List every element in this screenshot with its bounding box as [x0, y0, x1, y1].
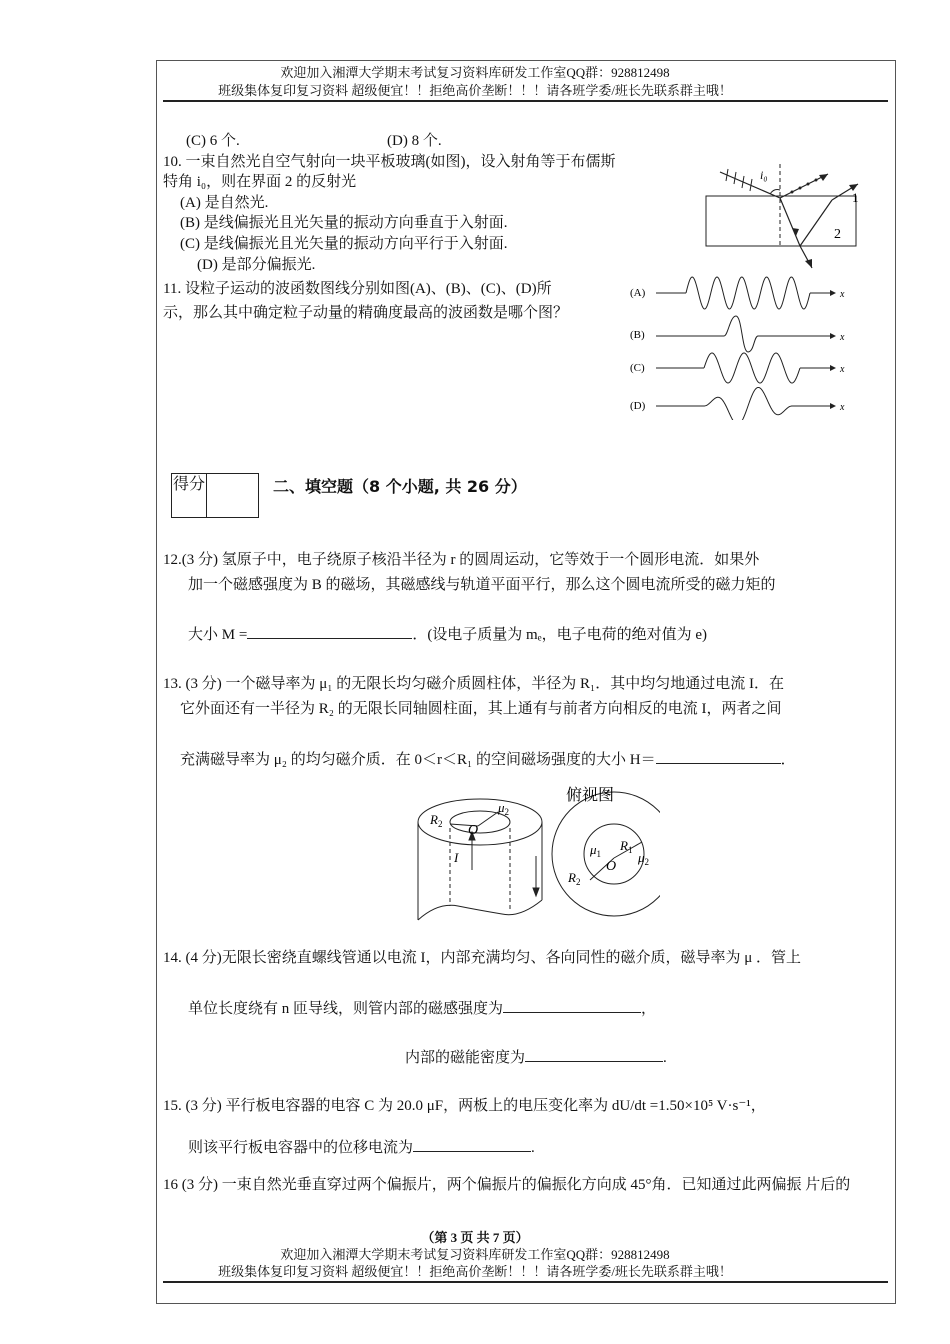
label-1: 1: [852, 190, 859, 205]
angle-arc: [770, 190, 780, 195]
wave-b-x-label: x: [840, 332, 845, 343]
q14-line-2-pre: 单位长度绕有 n 匝导线，则管内部的磁感强度为: [188, 1001, 504, 1017]
q13-line-3-pre: 充满磁导率为 μ₂ 的均匀磁介质．在 0＜r＜R₁ 的空间磁场强度的大小 H＝: [180, 752, 656, 768]
q10-line-2: 特角 i₀，则在界面 2 的反射光: [163, 174, 357, 190]
wave-d-label: (D): [630, 400, 646, 412]
q12-line-3-post: ．(设电子质量为 mₑ，电子电荷的绝对值为 e): [412, 627, 707, 643]
q10-option-a: (A) 是自然光.: [180, 195, 269, 211]
q15-line-1: 15. (3 分) 平行板电容器的电容 C 为 20.0 μF，两板上的电压变化率为 dU/dt =1.50×10⁵ V·s⁻¹，: [163, 1098, 766, 1114]
tv-mu1-label: $\mu_1$: [590, 842, 602, 859]
q10-line-1: 10. 一束自然光自空气射向一块平板玻璃(如图)，设入射角等于布儒斯: [163, 154, 616, 170]
tv-o-label: O: [606, 859, 617, 874]
cyl-o-label: O: [468, 823, 479, 838]
q13-answer-blank[interactable]: [656, 749, 781, 764]
q12-line-1: 12.(3 分) 氢原子中，电子绕原子核沿半径为 r 的圆周运动，它等效于一个圆形电流．如果外: [163, 552, 760, 568]
incident-ray: [720, 172, 780, 198]
q14-answer-blank-2[interactable]: [525, 1047, 663, 1062]
q10-option-d: (D) 是部分偏振光.: [197, 257, 316, 273]
q14-answer-blank-1[interactable]: [503, 998, 641, 1013]
wave-c: [630, 353, 845, 383]
q13-line-3-post: ．: [780, 752, 796, 768]
tv-r1-label: $R_1$: [620, 838, 633, 855]
reflected-ray-interface-2: [800, 200, 832, 246]
q16-line-1: 16 (3 分) 一束自然光垂直穿过两个偏振片，两个偏振片的偏振化方向成 45°角．已知通过此两偏振 片后的: [163, 1177, 851, 1193]
wave-b: [630, 316, 845, 352]
q11-line-2: 示，那么其中确定粒子动量的精确度最高的波函数是哪个图？: [163, 305, 569, 321]
cyl-current-label: I: [454, 850, 459, 865]
q15-line-2: [188, 1137, 535, 1158]
footer-line-2: 班级集体复印复习资料 超级便宜！！拒绝高价垄断！！！请各班学委/班长先联系群主哦！: [218, 1264, 732, 1279]
refracted-ray: [780, 198, 800, 246]
wave-b-label: (B): [630, 329, 645, 341]
arrow-head-icon: [805, 259, 812, 268]
q14-line-3: [405, 1047, 667, 1068]
header-line-2: 班级集体复印复习资料 超级便宜！！拒绝高价垄断！！！请各班学委/班长先联系群主哦！: [218, 83, 732, 98]
q15-answer-blank[interactable]: [413, 1137, 531, 1152]
arrow-head-icon: [830, 333, 836, 339]
q12-line-2: 加一个磁感强度为 B 的磁场，其磁感线与轨道平面平行，那么这个圆电流所受的磁力矩的: [188, 577, 776, 593]
q15-line-2-pre: 则该平行板电容器中的位移电流为: [188, 1140, 414, 1156]
header-rule: [163, 100, 888, 102]
page-number: （第 3 页 共 7 页）: [421, 1230, 529, 1245]
wave-a-x-label: x: [840, 289, 845, 300]
q14-line-3-pre: 内部的磁能密度为: [405, 1050, 526, 1066]
score-label: 得分: [172, 474, 207, 517]
q13-line-3: [180, 749, 796, 770]
wave-c-label: (C): [630, 362, 645, 374]
wave-d-x-label: x: [840, 402, 845, 413]
section-2-title: 二、填空题（8 个小题, 共 26 分）: [273, 477, 527, 496]
footer-line-1: 欢迎加入湘潭大学期末考试复习资料库研发工作室QQ群：928812498: [280, 1247, 670, 1262]
angle-label: i₀: [760, 168, 768, 182]
arrow-head-icon: [830, 290, 836, 296]
q9-option-c: (C) 6 个.: [186, 133, 240, 149]
q14-line-2: [188, 998, 656, 1019]
q13-line-1: 13. (3 分) 一个磁导率为 μ₁ 的无限长均匀磁介质圆柱体，半径为 R₁．其中均匀地通过电流 I．在: [163, 676, 784, 692]
tv-r2-label: $R_2$: [568, 870, 581, 887]
q11-line-1: 11. 设粒子运动的波函数图线分别如图(A)、(B)、(C)、(D)所: [163, 281, 552, 297]
q10-glass-plate-figure: [700, 160, 880, 275]
q12-line-3-pre: 大小 M =: [188, 627, 248, 643]
q12-answer-blank[interactable]: [247, 624, 412, 639]
q13-coaxial-figure: [410, 778, 660, 928]
q10-option-b: (B) 是线偏振光且光矢量的振动方向垂直于入射面.: [180, 215, 508, 231]
cyl-mu2-label: $\mu_2$: [498, 800, 510, 817]
q13-line-2: 它外面还有一半径为 R₂ 的无限长同轴圆柱面，其上通有与前者方向相反的电流 I，两者之间: [180, 701, 782, 717]
score-box: [171, 473, 259, 518]
wave-a-label: (A): [630, 287, 646, 299]
q12-line-3: [188, 624, 707, 645]
q11-wavefunction-figure: [628, 272, 858, 420]
footer-rule: [163, 1281, 888, 1283]
q14-line-2-post: ，: [641, 1001, 657, 1017]
tv-mu2-label: $\mu_2$: [638, 850, 650, 867]
wave-c-x-label: x: [840, 364, 845, 375]
current-down-arrow-icon: [533, 888, 539, 896]
wave-a: [630, 277, 845, 309]
wave-d: [630, 387, 845, 420]
label-2: 2: [834, 227, 841, 242]
q10-option-c: (C) 是线偏振光且光矢量的振动方向平行于入射面.: [180, 236, 508, 252]
header-line-1: 欢迎加入湘潭大学期末考试复习资料库研发工作室QQ群：928812498: [280, 65, 670, 80]
arrow-head-icon: [792, 228, 799, 236]
q15-line-2-post: .: [531, 1140, 535, 1156]
q9-option-d: (D) 8 个.: [387, 133, 442, 149]
q14-line-1: 14. (4 分)无限长密绕直螺线管通以电流 I，内部充满均匀、各向同性的磁介质，磁导率为 μ ．管上: [163, 950, 802, 966]
cyl-r2-label: $R_2$: [430, 812, 443, 829]
top-view-title: 俯视图: [566, 787, 615, 804]
arrow-head-icon: [830, 365, 836, 371]
arrow-head-icon: [830, 403, 836, 409]
q14-line-3-post: .: [663, 1050, 667, 1066]
